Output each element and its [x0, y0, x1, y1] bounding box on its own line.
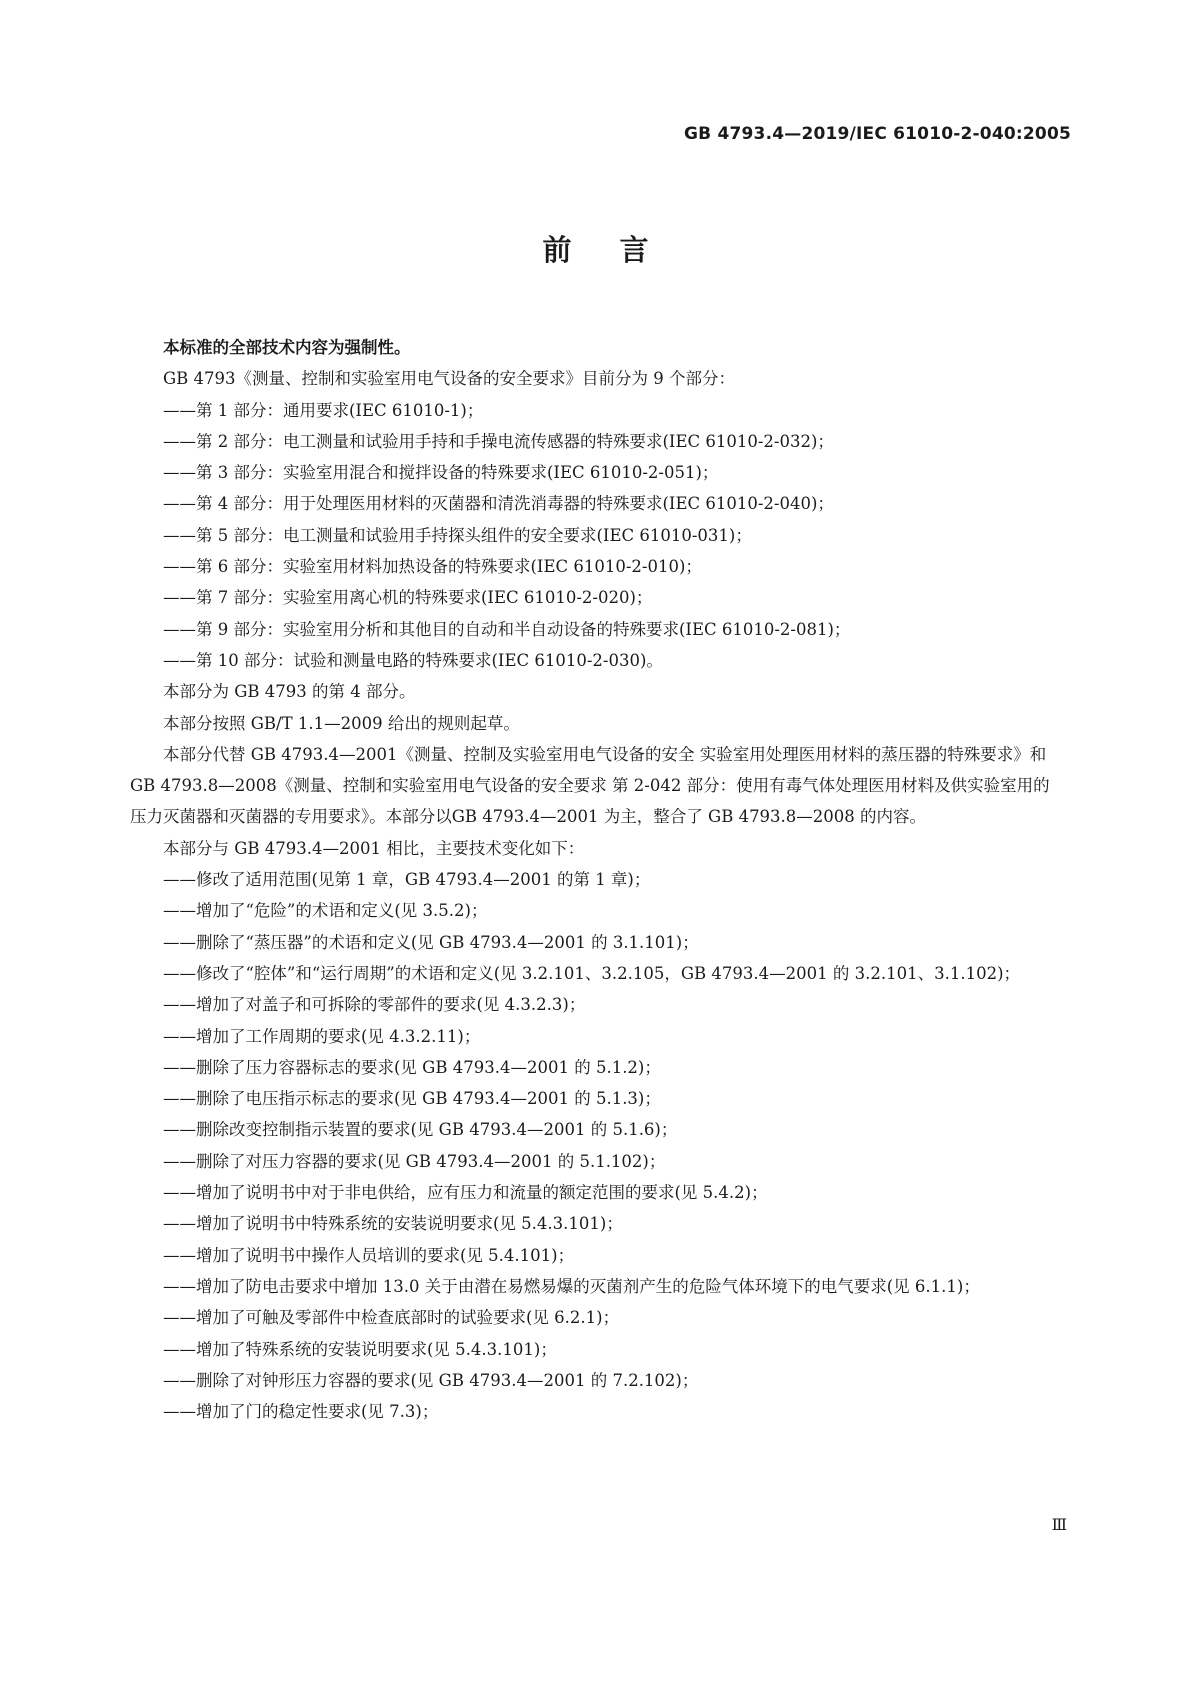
change-list-item: ——删除了对钟形压力容器的要求(见 GB 4793.4—2001 的 7.2.102)； [163, 1370, 699, 1390]
change-list-item: ——增加了对盖子和可拆除的零部件的要求(见 4.3.2.3)； [163, 995, 586, 1015]
part-list-item: ——第 6 部分：实验室用材料加热设备的特殊要求(IEC 61010-2-010)； [163, 557, 702, 577]
standard-number-header: GB 4793.4—2019/IEC 61010-2-040:2005 [684, 124, 1071, 144]
series-statement: GB 4793《测量、控制和实验室用电气设备的安全要求》目前分为 9 个部分： [163, 369, 736, 389]
change-list-item: ——增加了防电击要求中增加 13.0 关于由潜在易燃易爆的灭菌剂产生的危险气体环境下的电气要求(见 6.1.1)； [163, 1276, 980, 1296]
change-list-item: ——删除改变控制指示装置的要求(见 GB 4793.4—2001 的 5.1.6)； [163, 1120, 678, 1140]
mandatory-statement: 本标准的全部技术内容为强制性。 [163, 338, 411, 357]
part-list-item: ——第 2 部分：电工测量和试验用手持和手操电流传感器的特殊要求(IEC 61010-2-032)； [163, 431, 834, 451]
part-list-item: ——第 10 部分：试验和测量电路的特殊要求(IEC 61010-2-030)。 [163, 650, 663, 670]
part-list-item: ——第 9 部分：实验室用分析和其他目的自动和半自动设备的特殊要求(IEC 61010-2-081)； [163, 619, 851, 639]
change-list-item: ——删除了对压力容器的要求(见 GB 4793.4—2001 的 5.1.102)； [163, 1151, 666, 1171]
part-list-item: ——第 3 部分：实验室用混合和搅拌设备的特殊要求(IEC 61010-2-051)； [163, 463, 719, 483]
replaces-statement: 本部分代替 GB 4793.4—2001《测量、控制及实验室用电气设备的安全 实验室用处理医用材料的蒸压器的特殊要求》和 GB 4793.8—2008《测量、控制和实验室用电气设备的安全要求 第 2-042 部分：使用有毒气体处理医用材料及供实验室用的压力灭菌器和灭菌器的专用要求》。本部分以GB 4793.4—2001 为主，整合了 GB 4793.8—2008 的内容。 [130, 744, 1050, 827]
foreword-body [130, 332, 1061, 1427]
change-list-item: ——增加了“危险”的术语和定义(见 3.5.2)； [163, 901, 488, 921]
change-list-item: ——删除了压力容器标志的要求(见 GB 4793.4—2001 的 5.1.2)； [163, 1057, 661, 1077]
change-list-item: ——增加了说明书中对于非电供给，应有压力和流量的额定范围的要求(见 5.4.2)； [163, 1183, 768, 1203]
part-list-item: ——第 5 部分：电工测量和试验用手持探头组件的安全要求(IEC 61010-031)； [163, 525, 752, 545]
change-list-item: ——删除了“蒸压器”的术语和定义(见 GB 4793.4—2001 的 3.1.101)； [163, 932, 699, 952]
change-list-item: ——修改了“腔体”和“运行周期”的术语和定义(见 3.2.101、3.2.105，GB 4793.4—2001 的 3.2.101、3.1.102)； [163, 963, 1021, 983]
part-list-item: ——第 1 部分：通用要求(IEC 61010-1)； [163, 400, 484, 420]
page-number: Ⅲ [1051, 1515, 1067, 1534]
part-list-item: ——第 7 部分：实验室用离心机的特殊要求(IEC 61010-2-020)； [163, 588, 653, 608]
change-list-item: ——修改了适用范围(见第 1 章，GB 4793.4—2001 的第 1 章)； [163, 870, 651, 890]
change-list-item: ——增加了门的稳定性要求(见 7.3)； [163, 1402, 439, 1422]
part-of-statement: 本部分为 GB 4793 的第 4 部分。 [163, 682, 416, 702]
part-list-item: ——第 4 部分：用于处理医用材料的灭菌器和清洗消毒器的特殊要求(IEC 61010-2-040)； [163, 494, 834, 514]
drafting-statement: 本部分按照 GB/T 1.1—2009 给出的规则起草。 [163, 713, 520, 733]
change-list-item: ——增加了可触及零部件中检查底部时的试验要求(见 6.2.1)； [163, 1308, 620, 1328]
page-title: 前言 [542, 233, 697, 267]
change-list-item: ——增加了工作周期的要求(见 4.3.2.11)； [163, 1026, 481, 1046]
change-list-item: ——增加了说明书中特殊系统的安装说明要求(见 5.4.3.101)； [163, 1214, 623, 1234]
changes-intro: 本部分与 GB 4793.4—2001 相比，主要技术变化如下： [163, 838, 585, 858]
change-list-item: ——增加了说明书中操作人员培训的要求(见 5.4.101)； [163, 1245, 575, 1265]
change-list-item: ——增加了特殊系统的安装说明要求(见 5.4.3.101)； [163, 1339, 557, 1359]
change-list-item: ——删除了电压指示标志的要求(见 GB 4793.4—2001 的 5.1.3)； [163, 1089, 661, 1109]
